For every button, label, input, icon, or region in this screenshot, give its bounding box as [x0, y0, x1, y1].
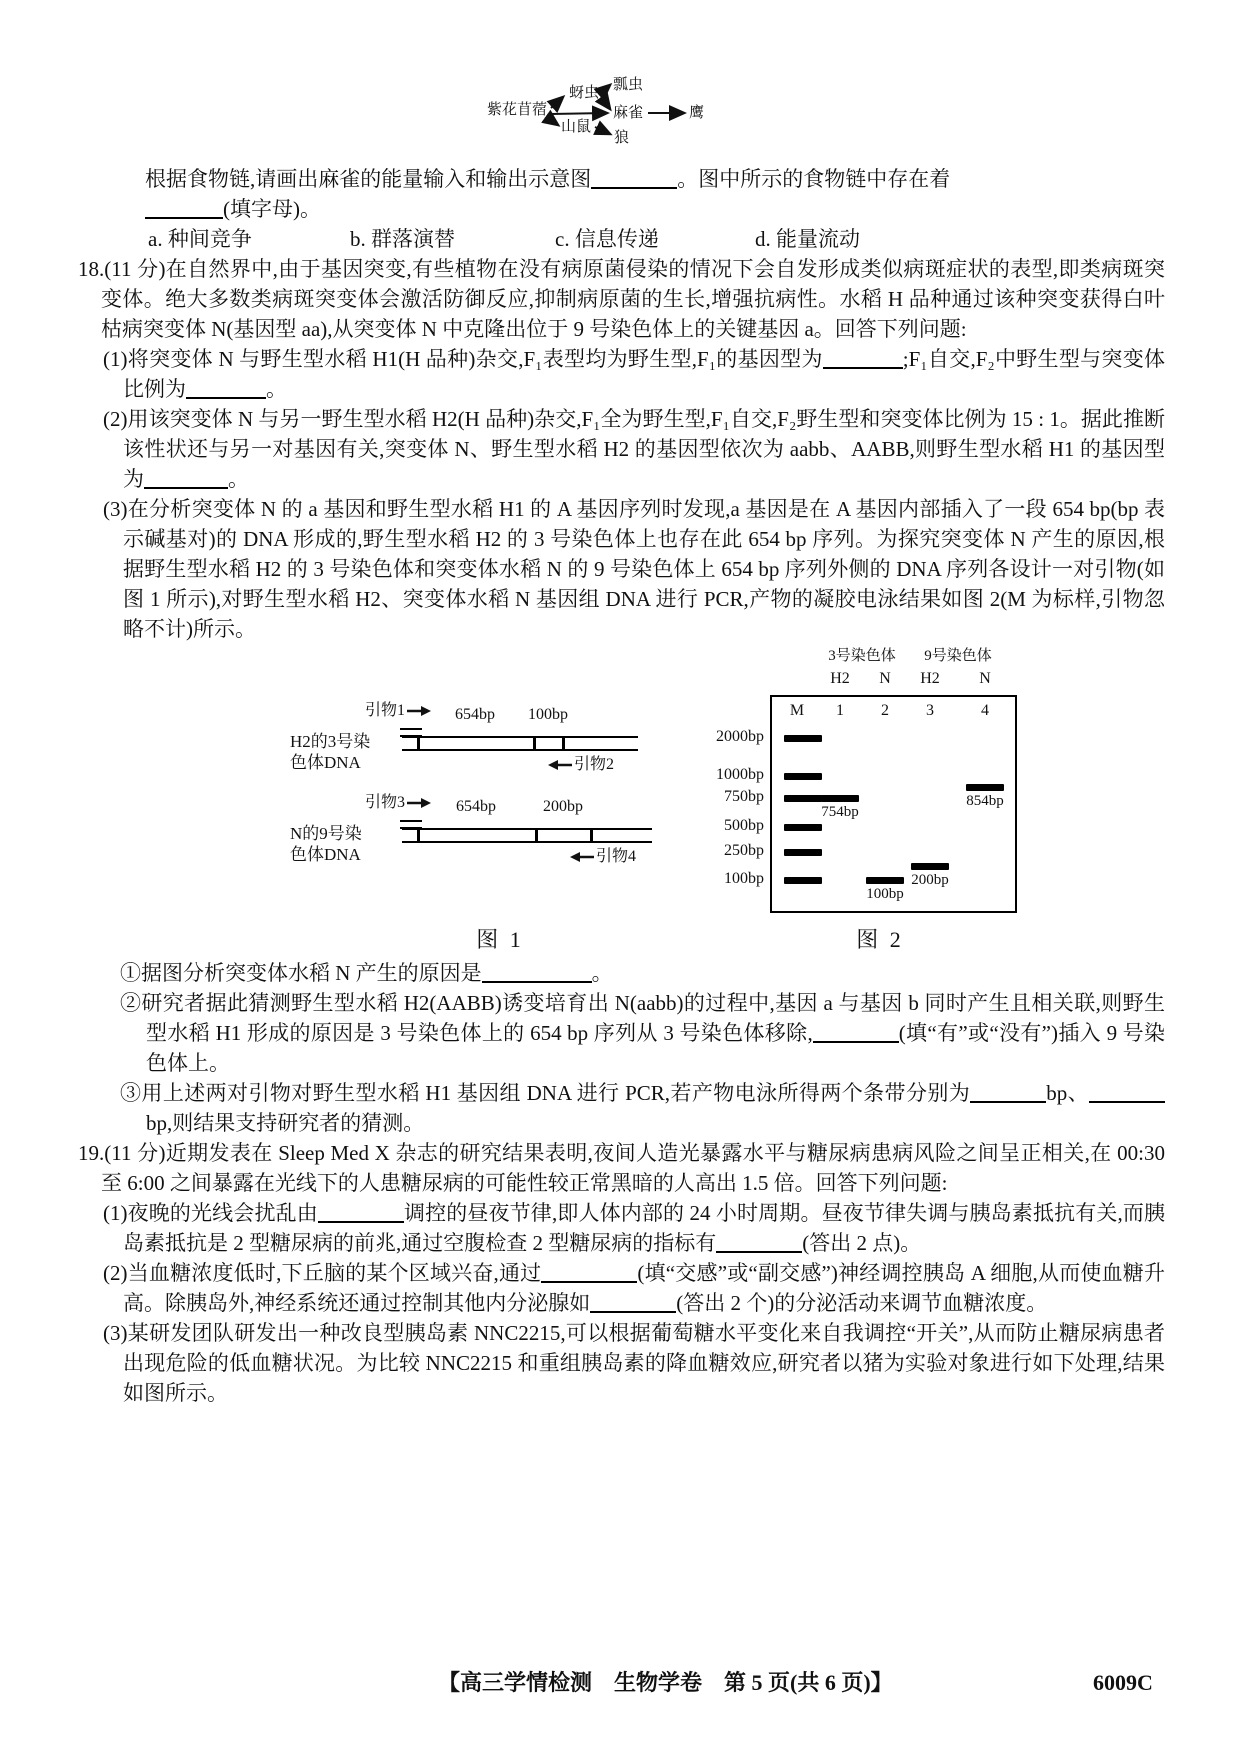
- segment-length-label: 200bp: [543, 798, 583, 815]
- foodweb-node-vole: 山鼠: [561, 119, 592, 135]
- food-web-diagram: [462, 68, 792, 152]
- sub-number: (1): [103, 1201, 128, 1225]
- dna-tick: [562, 736, 565, 751]
- circ-number: ③: [120, 1081, 142, 1105]
- foodweb-node-aphid: 蚜虫: [569, 85, 600, 101]
- q17-text: (填字母)。: [223, 197, 321, 221]
- figure-row: [78, 646, 1165, 958]
- gel-band-lane2: [866, 877, 904, 884]
- circ-text: bp,则结果支持研究者的猜测。: [146, 1111, 425, 1135]
- answer-blank: [590, 1293, 676, 1313]
- question-text: (11 分)近期发表在 Sleep Med X 杂志的研究结果表明,夜间人造光暴露水平与糖尿病患病风险之间呈正相关,在 00:30 至 6:00 之间暴露在光线下的人患糖尿病的可能性较正常黑暗的人高出 1.5 倍。回答下列问题:: [101, 1141, 1165, 1195]
- gel-band-lane1: [821, 795, 859, 802]
- primer2-text: 引物2: [574, 756, 615, 773]
- foodweb-node-wolf: 狼: [614, 130, 630, 146]
- ladder-band: [784, 735, 822, 742]
- primer4-text: 引物4: [596, 848, 637, 865]
- ladder-band: [784, 824, 822, 831]
- answer-blank: [186, 379, 266, 399]
- q19-sub2: [103, 1258, 1165, 1318]
- sub-text: 。: [266, 377, 287, 401]
- answer-blank: [813, 1023, 899, 1043]
- dna-tick: [417, 828, 420, 843]
- answer-blank: [716, 1233, 802, 1253]
- q18-circ2: [120, 988, 1165, 1078]
- circ-text: bp、: [1046, 1081, 1090, 1105]
- gel-lane-source: N: [979, 670, 991, 687]
- ladder-label: 2000bp: [716, 728, 764, 745]
- sub-number: (2): [103, 1261, 128, 1285]
- ladder-band: [784, 849, 822, 856]
- q18-sub3: [103, 494, 1165, 644]
- sub-text: 夜晚的光线会扰乱由: [127, 1201, 318, 1225]
- ladder-label: 1000bp: [716, 766, 764, 783]
- footer-title: 【高三学情检测 生物学卷 第 5 页(共 6 页)】: [438, 1670, 893, 1695]
- question-19-intro: [78, 1138, 1165, 1198]
- page-footer: [0, 1668, 1241, 1700]
- figure2-caption: 图 2: [856, 927, 904, 952]
- q17-line2: [145, 194, 1165, 224]
- circ-text: 据图分析突变体水稻 N 产生的原因是: [141, 961, 482, 985]
- gel-band-label: 754bp: [821, 804, 859, 820]
- dna-tick: [417, 736, 420, 751]
- sub-text: 调控的昼夜节律,即人体内部的 24 小时周期。昼夜节律失调与胰岛素抵抗有关,而胰岛素抵抗是 2 型糖尿病的前兆,通过空腹检查 2 型糖尿病的指标有: [123, 1201, 1166, 1255]
- figure1-caption: 图 1: [476, 927, 524, 952]
- circ-text: (填“有”或“没有”)插入 9 号染色体上。: [146, 1021, 1165, 1075]
- gel-band-lane3: [911, 863, 949, 870]
- ladder-band: [784, 795, 822, 802]
- sub-text: (答出 2 点)。: [802, 1231, 922, 1255]
- question-18-intro: [78, 254, 1165, 344]
- dna-tick: [590, 828, 593, 843]
- foodweb-node-ladybird: 瓢虫: [613, 77, 644, 93]
- answer-blank: [145, 199, 223, 219]
- ladder-band: [784, 877, 822, 884]
- gel-lane-number: M: [789, 702, 805, 719]
- foodweb-node-hawk: 鹰: [689, 105, 705, 121]
- question-number: 19.: [78, 1141, 105, 1165]
- segment-length-label: 654bp: [455, 706, 495, 723]
- gel-group-chr9: 9号染色体: [924, 648, 992, 664]
- arrow-left-icon: [570, 851, 594, 863]
- foodweb-node-alfalfa: 紫花苜蓿: [487, 102, 548, 118]
- q19-sub3: [103, 1318, 1165, 1408]
- footer-code: 6009C: [1093, 1670, 1153, 1695]
- dna-n-chr9-line: [402, 828, 652, 843]
- question-text: (11 分)在自然界中,由于基因突变,有些植物在没有病原菌侵染的情况下会自发形成类似病斑症状的表型,即类病斑突变体。绝大多数类病斑突变体会激活防御反应,抑制病原菌的生长,增强抗病性。水稻 H 品种通过该种突变获得白叶枯病突变体 N(基因型 aa),从突变体 N 中克隆出位于 9 号染色体上的关键基因 a。回答下列问题:: [101, 257, 1165, 341]
- gel-band-label: 200bp: [911, 872, 949, 888]
- q17-options: [148, 224, 1165, 254]
- option-c: c. 信息传递: [555, 227, 659, 251]
- answer-blank: [970, 1083, 1046, 1103]
- sub-text: 当血糖浓度低时,下丘脑的某个区域兴奋,通过: [127, 1261, 542, 1285]
- gel-lane-source: H2: [920, 670, 940, 687]
- q17-text: 根据食物链,请画出麻雀的能量输入和输出示意图: [145, 167, 592, 191]
- arrow-left-icon: [548, 759, 572, 771]
- gel-band-label: 854bp: [966, 793, 1004, 809]
- gel-lane-number: 4: [981, 702, 989, 719]
- q18-sub1: [103, 344, 1165, 404]
- sub-number: (3): [103, 1321, 128, 1345]
- circ-text: 用上述两对引物对野生型水稻 H1 基因组 DNA 进行 PCR,若产物电泳所得两个条带分别为: [141, 1081, 971, 1105]
- primer2-label: [548, 756, 614, 774]
- dna1-label: H2的3号染 色体DNA: [290, 732, 371, 772]
- primer1-text: 引物1: [365, 702, 406, 719]
- answer-blank: [541, 1263, 637, 1283]
- gel-band-label: 100bp: [866, 886, 904, 902]
- option-b: b. 群落演替: [350, 227, 455, 251]
- dna2-label: N的9号染 色体DNA: [290, 824, 362, 864]
- dna-tick: [535, 828, 538, 843]
- primer1-label: [365, 702, 431, 720]
- q18-sub2: [103, 404, 1165, 494]
- sub-text: (填“交感”或“副交感”)神经调控胰岛 A 细胞,从而使血糖升高。除胰岛外,神经系统还通过控制其他内分泌腺如: [123, 1261, 1165, 1315]
- q17-line1: [145, 164, 1165, 194]
- sub-text: 用该突变体 N 与另一野生型水稻 H2(H 品种)杂交,F₁全为野生型,F₁自交,F₂野生型和突变体比例为 15 : 1。据此推断该性状还与另一对基因有关,突变体 N、野生型水稻 H2 的基因型依次为 aabb、AABB,则野生型水稻 H1 的基因型为: [123, 407, 1165, 491]
- sub-number: (1): [103, 347, 128, 371]
- sub-number: (2): [103, 407, 128, 431]
- ladder-label: 500bp: [724, 817, 764, 834]
- option-d: d. 能量流动: [755, 227, 860, 251]
- arrow-right-icon: [407, 705, 431, 717]
- gel-lane-source: N: [879, 670, 891, 687]
- q18-circ3: [120, 1078, 1165, 1138]
- q19-sub1: [103, 1198, 1165, 1258]
- gel-lane-number: 1: [836, 702, 844, 719]
- gel-lane-number: 3: [926, 702, 934, 719]
- sub-number: (3): [103, 497, 128, 521]
- primer4-label: [570, 848, 636, 866]
- gel-group-chr3: 3号染色体: [828, 648, 896, 664]
- dna-h2-chr3-line: [402, 736, 638, 751]
- circ-number: ②: [120, 991, 142, 1015]
- gel-lane-source: H2: [830, 670, 850, 687]
- arrow-right-icon: [407, 797, 431, 809]
- answer-blank: [1089, 1083, 1165, 1103]
- sub-text: 某研发团队研发出一种改良型胰岛素 NNC2215,可以根据葡萄糖水平变化来自我调控“开关”,从而防止糖尿病患者出现危险的低血糖状况。为比较 NNC2215 和重组胰岛素的降血糖效应,研究者以猪为实验对象进行如下处理,结果如图所示。: [123, 1321, 1165, 1405]
- ladder-label: 250bp: [724, 842, 764, 859]
- primer3-text: 引物3: [365, 794, 406, 811]
- sub-text: 在分析突变体 N 的 a 基因和野生型水稻 H1 的 A 基因序列时发现,a 基因是在 A 基因内部插入了一段 654 bp(bp 表示碱基对)的 DNA 形成的,野生型水稻 H2 的 3 号染色体上也存在此 654 bp 序列。为探究突变体 N 产生的原因,根据野生型水稻 H2 的 3 号染色体和突变体水稻 N 的 9 号染色体上 654 bp 序列外侧的 DNA 序列各设计一对引物(如图 1 所示),对野生型水稻 H2、突变体水稻 N 基因组 DNA 进行 PCR,产物的凝胶电泳结果如图 2(M 为标样,引物忽略不计)所示。: [123, 497, 1165, 641]
- answer-blank: [482, 963, 592, 983]
- dna-tick: [533, 736, 536, 751]
- primer3-label: [365, 794, 431, 812]
- ladder-label: 750bp: [724, 788, 764, 805]
- answer-blank: [144, 469, 228, 489]
- segment-length-label: 100bp: [528, 706, 568, 723]
- question-number: 18.: [78, 257, 105, 281]
- gel-band-lane4: [966, 784, 1004, 791]
- q17-text: 。图中所示的食物链中存在着: [677, 167, 951, 191]
- answer-blank: [318, 1203, 404, 1223]
- circ-number: ①: [120, 961, 141, 985]
- ladder-label: 100bp: [724, 870, 764, 887]
- sub-text: ;F₁自交,F₂中野生型与突变体比例为: [123, 347, 1165, 401]
- foodweb-node-sparrow: 麻雀: [613, 105, 644, 121]
- sub-text: 。: [228, 467, 249, 491]
- circ-text: 研究者据此猜测野生型水稻 H2(AABB)诱变培育出 N(aabb)的过程中,基因 a 与基因 b 同时产生且相关联,则野生型水稻 H1 形成的原因是 3 号染色体上的 654 bp 序列从 3 号染色体移除,: [141, 991, 1166, 1045]
- sub-text: (答出 2 个)的分泌活动来调节血糖浓度。: [676, 1291, 1048, 1315]
- answer-blank: [823, 349, 903, 369]
- sub-text: 将突变体 N 与野生型水稻 H1(H 品种)杂交,F₁表型均为野生型,F₁的基因型为: [127, 347, 823, 371]
- q18-circ1: [120, 958, 1165, 988]
- segment-length-label: 654bp: [456, 798, 496, 815]
- circ-text: 。: [591, 961, 613, 985]
- answer-blank: [591, 169, 677, 189]
- gel-lane-number: 2: [881, 702, 889, 719]
- option-a: a. 种间竞争: [148, 227, 252, 251]
- ladder-band: [784, 773, 822, 780]
